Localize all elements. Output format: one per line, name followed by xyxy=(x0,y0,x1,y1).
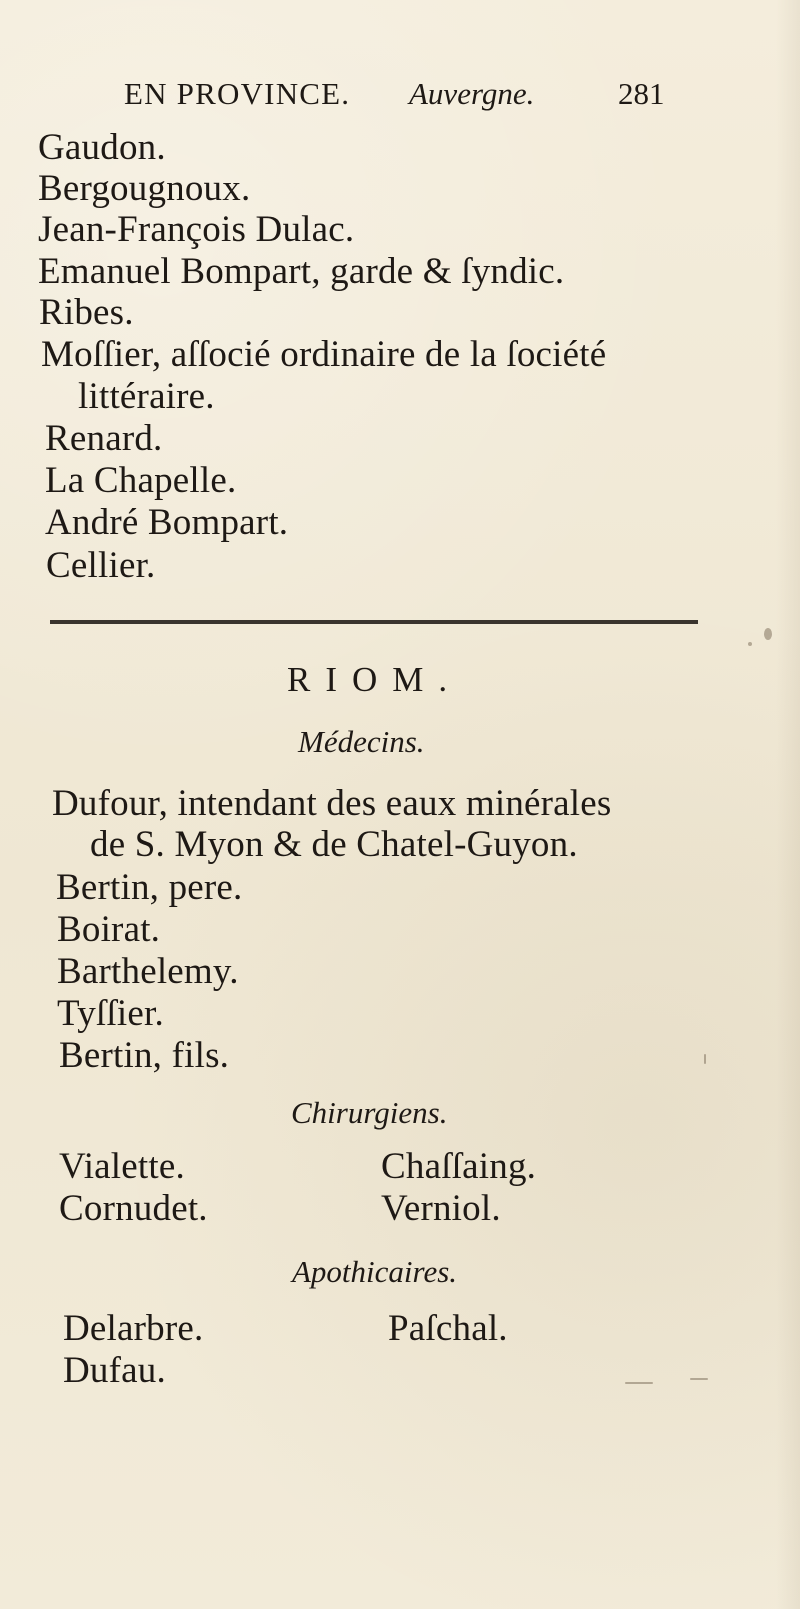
list-item: Paſchal. xyxy=(388,1308,508,1349)
list-item: Delarbre. xyxy=(63,1308,204,1349)
list-item: Cellier. xyxy=(46,545,156,586)
list-item: Chaſſaing. xyxy=(381,1146,537,1187)
list-item-continuation: littéraire. xyxy=(78,376,215,417)
list-item: Ribes. xyxy=(39,292,134,333)
section-divider xyxy=(50,620,698,624)
list-item: Emanuel Bompart, garde & ſyndic. xyxy=(38,251,565,292)
medecins-heading: Médecins. xyxy=(298,724,425,759)
list-item: Dufour, intendant des eaux minérales xyxy=(52,783,612,824)
paper-speck xyxy=(704,1054,706,1064)
running-header-left: EN PROVINCE. xyxy=(124,76,351,111)
paper-speck xyxy=(690,1378,708,1380)
list-item: Vialette. xyxy=(59,1146,185,1187)
list-item: La Chapelle. xyxy=(45,460,237,501)
list-item: Moſſier, aſſocié ordinaire de la ſociété xyxy=(41,334,607,375)
list-item: Bertin, pere. xyxy=(56,867,243,908)
paper-speck xyxy=(625,1382,653,1384)
list-item: Cornudet. xyxy=(59,1188,208,1229)
list-item-continuation: de S. Myon & de Chatel-Guyon. xyxy=(90,824,578,865)
paper-speck xyxy=(764,628,772,640)
apothicaires-heading: Apothicaires. xyxy=(292,1254,458,1289)
list-item: Gaudon. xyxy=(38,127,166,168)
list-item: Verniol. xyxy=(381,1188,501,1229)
list-item: Boirat. xyxy=(57,909,161,950)
list-item: Renard. xyxy=(45,418,163,459)
list-item: Bertin, fils. xyxy=(59,1035,230,1076)
page-gutter-shadow xyxy=(776,0,800,1609)
list-item: André Bompart. xyxy=(45,502,289,543)
list-item: Tyſſier. xyxy=(57,993,164,1034)
list-item: Jean-François Dulac. xyxy=(38,209,355,250)
running-header-region: Auvergne. xyxy=(409,76,535,111)
page-number: 281 xyxy=(618,76,665,111)
list-item: Bergougnoux. xyxy=(38,168,251,209)
paper-speck xyxy=(748,642,752,646)
section-title: RIOM. xyxy=(287,660,463,699)
list-item: Dufau. xyxy=(63,1350,166,1391)
chirurgiens-heading: Chirurgiens. xyxy=(291,1095,448,1130)
running-header xyxy=(124,76,684,118)
list-item: Barthelemy. xyxy=(57,951,239,992)
